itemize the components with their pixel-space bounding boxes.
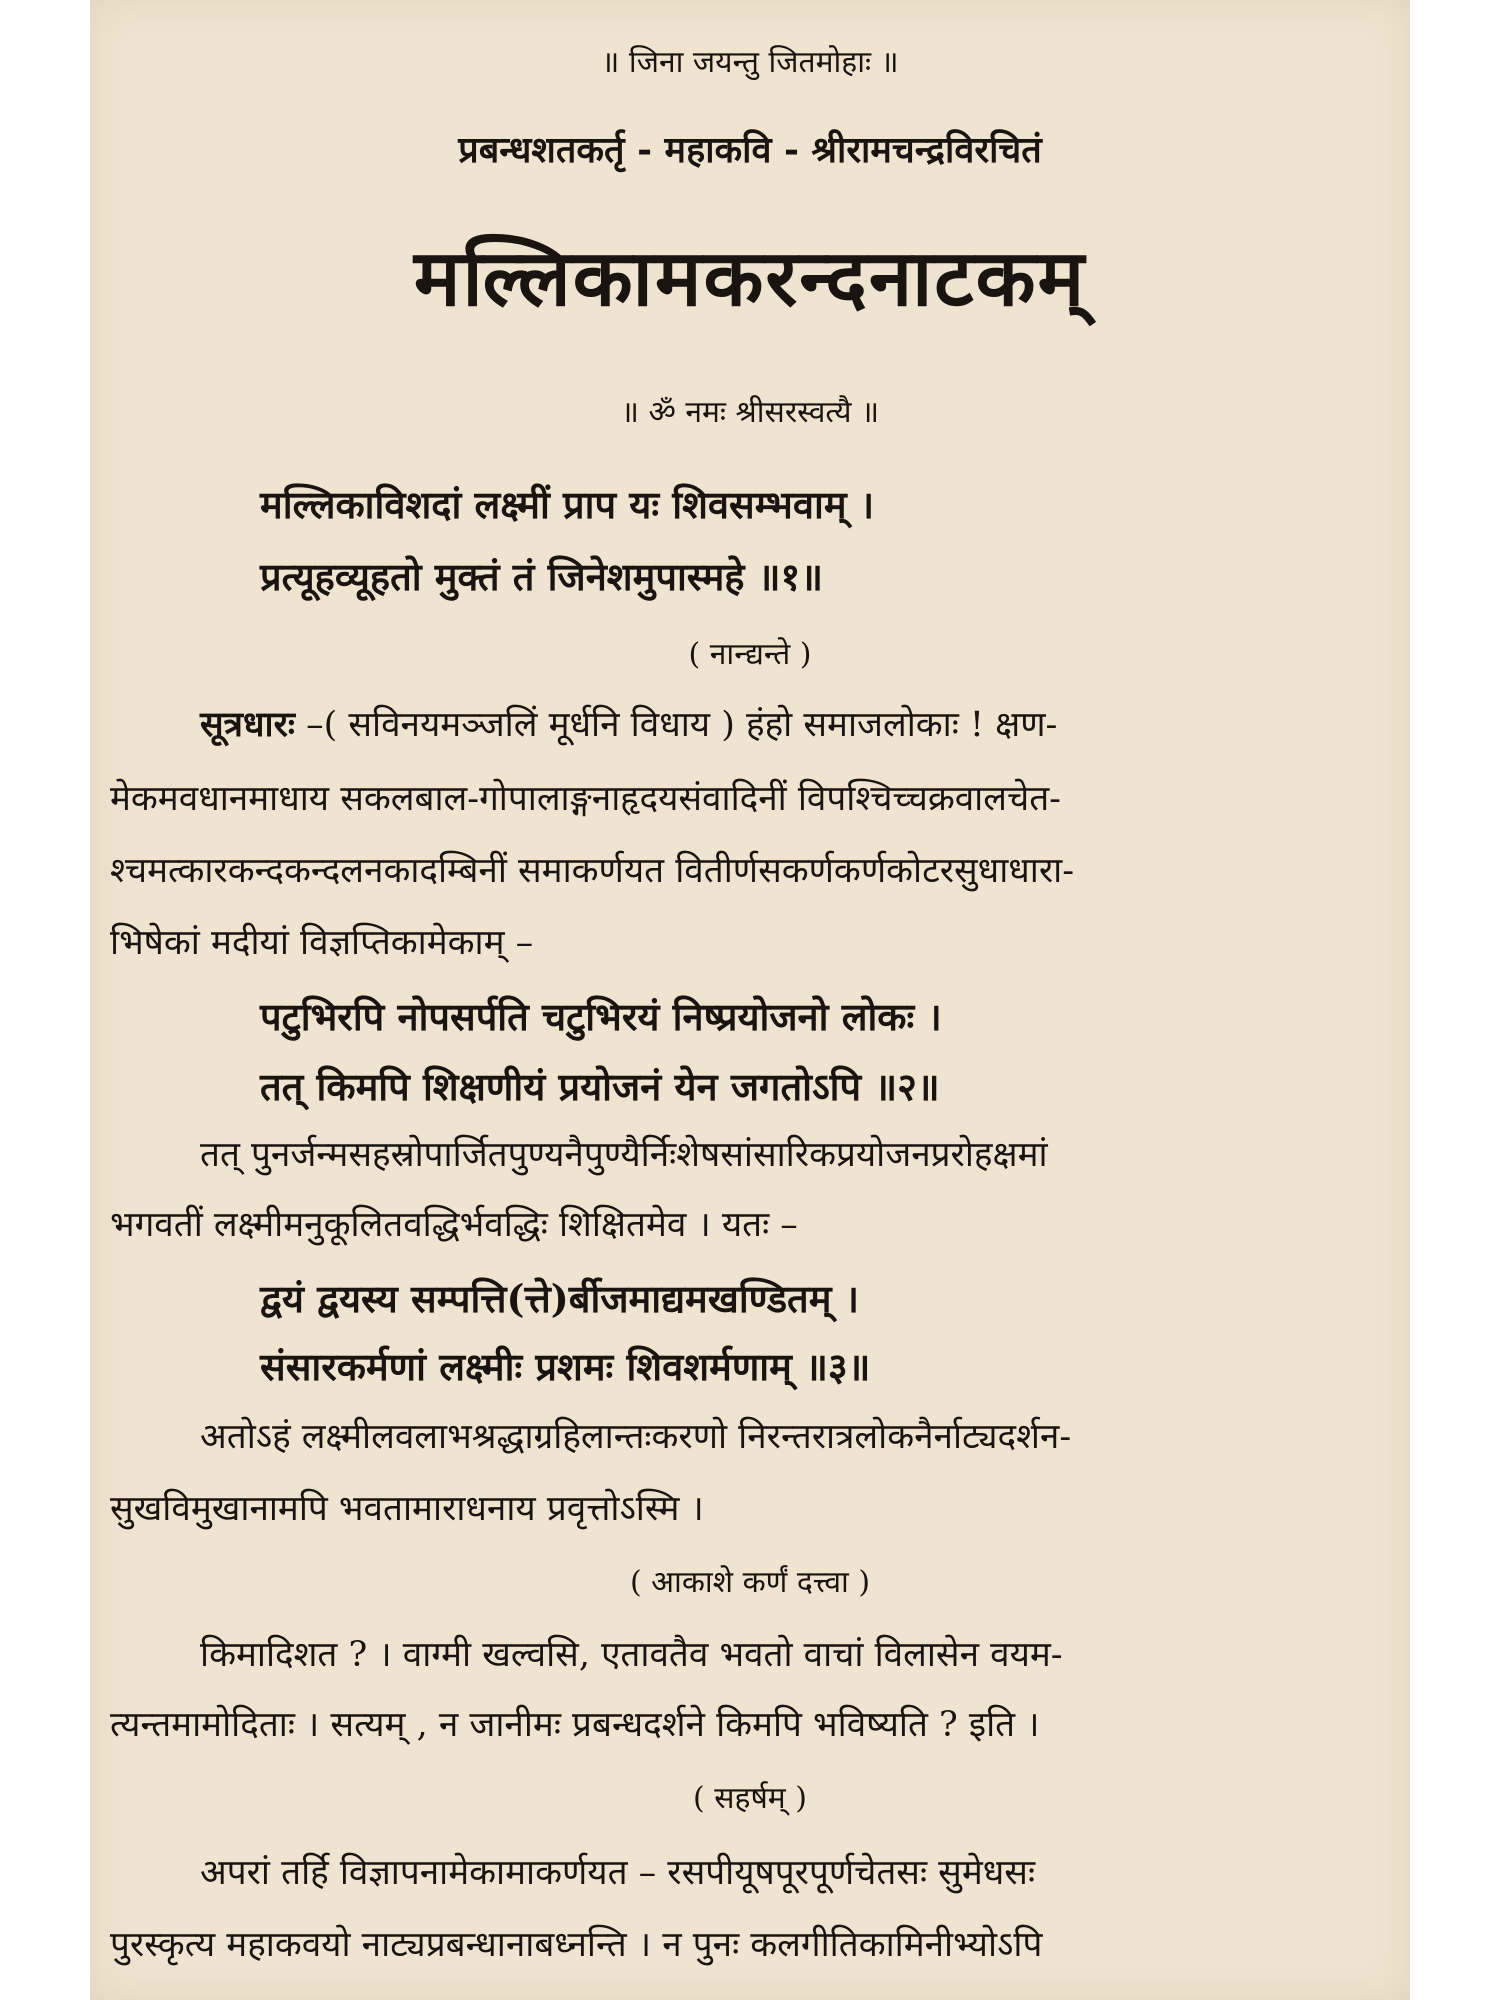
speech1-line2: मेकमवधानमाधाय सकलबाल-गोपालाङ्गनाहृदयसंवादिनीं विपश्चिच्चक्रवालचेत-: [110, 779, 1061, 819]
speech1-line1: [200, 700, 1410, 747]
verse2-line2: तत् किमपि शिक्षणीयं प्रयोजनं येन जगतोऽपि ॥२॥: [260, 1064, 940, 1109]
verse3-line2: संसारकर्मणां लक्ष्मीः प्रशमः शिवशर्मणाम् ॥३॥: [260, 1344, 871, 1389]
book-page: [90, 0, 1410, 2000]
speech1-line1-text: –( सविनयमञ्जलिं मूर्धनि विधाय ) हंहो समाजलोकाः ! क्षण-: [294, 705, 1058, 745]
verse1-line2: प्रत्यूहव्यूहतो मुक्तं तं जिनेशमुपास्महे ॥१॥: [260, 554, 823, 599]
verse2-line1: पटुभिरपि नोपसर्पति चटुभिरयं निष्प्रयोजनो लोकः ।: [260, 994, 942, 1039]
speech1-line4: भिषेकां मदीयां विज्ञप्तिकामेकाम् –: [110, 923, 534, 963]
prose2-line1: तत् पुनर्जन्मसहस्रोपार्जितपुण्यनैपुण्यैर्निःशेषसांसारिकप्रयोजनप्ररोहक्षमां: [200, 1135, 1048, 1175]
prose4-line1: किमादिशत ? । वाग्मी खल्वसि, एतावतैव भवतो वाचां विलासेन वयम-: [200, 1635, 1063, 1675]
prose4-line2: त्यन्तमामोदिताः । सत्यम् , न जानीमः प्रबन्धदर्शने किमपि भविष्यति ? इति ।: [110, 1705, 1040, 1745]
prose5-line2: पुरस्कृत्य महाकवयो नाट्यप्रबन्धानाबध्नन्ति । न पुनः कलगीतिकामिनीभ्योऽपि: [110, 1925, 1043, 1965]
prose3-line1: अतोऽहं लक्ष्मीलवलाभश्रद्धाग्रहिलान्तःकरणो निरन्तरात्रलोकनैर्नाट्यदर्शन-: [200, 1417, 1072, 1457]
stage-direction-2: ( आकाशे कर्णं दत्त्वा ): [629, 1565, 871, 1600]
prose5-line1: अपरां तर्हि विज्ञापनामेकामाकर्णयत – रसपीयूषपूरपूर्णचेतसः सुमेधसः: [200, 1853, 1036, 1893]
prose2-line2: भगवतीं लक्ष्मीमनुकूलितवद्धिर्भवद्धिः शिक्षितमेव । यतः –: [110, 1205, 798, 1245]
play-title: मल्लिकामकरन्दनाटकम्: [413, 233, 1087, 324]
author-line: प्रबन्धशतकर्तृ - महाकवि - श्रीरामचन्द्रविरचितं: [458, 129, 1042, 171]
prose3-line2: सुखविमुखानामपि भवतामाराधनाय प्रवृत्तोऽस्मि ।: [110, 1489, 704, 1529]
salutation-line: ॥ ॐ नमः श्रीसरस्वत्यै ॥: [620, 395, 880, 430]
verse1-line1: मल्लिकाविशदां लक्ष्मीं प्राप यः शिवसम्भवाम् ।: [260, 482, 875, 527]
stage-direction-3: ( सहर्षम् ): [693, 1781, 807, 1816]
speech1-line3: श्चमत्कारकन्दकन्दलनकादम्बिनीं समाकर्णयत वितीर्णसकर्णकर्णकोटरसुधाधारा-: [110, 851, 1075, 891]
verse3-line1: द्वयं द्वयस्य सम्पत्ति(त्ते)र्बीजमाद्यमखण्डितम् ।: [260, 1276, 860, 1321]
speaker-name: सूत्रधारः: [200, 704, 295, 745]
invocation-line: ॥ जिना जयन्तु जितमोहाः ॥: [601, 45, 899, 80]
stage-direction-1: ( नान्द्यन्ते ): [688, 637, 812, 672]
